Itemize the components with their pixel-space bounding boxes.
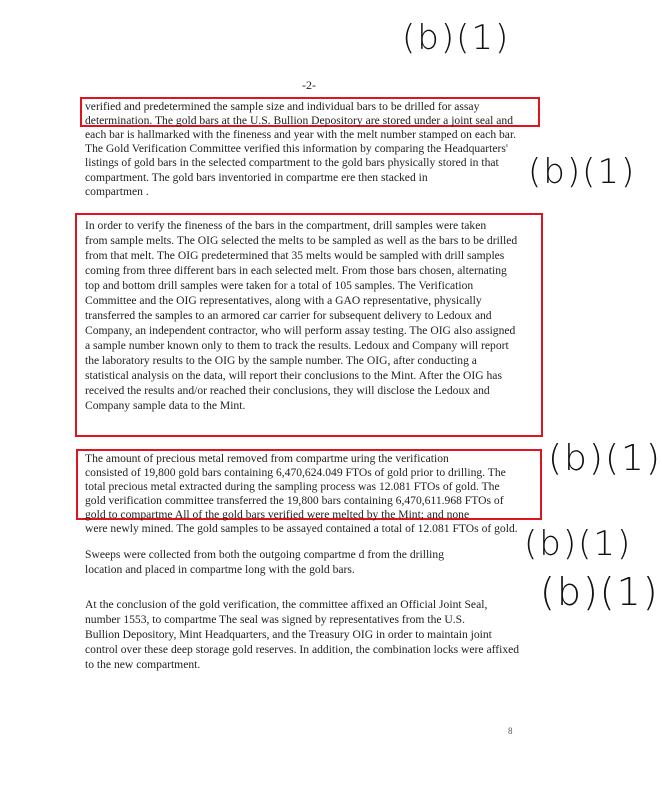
text-line: At the conclusion of the gold verification, the committee affixed an Official Joint Seal, — [85, 598, 488, 611]
text-line: verified and predetermined the sample size and individual bars to be drilled for assay — [85, 100, 480, 113]
text-line: Sweeps were collected from both the outgoing compartme d from the drilling — [85, 548, 444, 561]
text-line: from that melt. The OIG predetermined that 35 melts would be sampled with drill samples — [85, 249, 505, 262]
handwritten-exemption-5: (b)(1) — [540, 570, 660, 614]
text-line: top and bottom drill samples were taken for a total of 105 samples. The Verification — [85, 279, 474, 292]
handwritten-exemption-4: (b)(1) — [524, 524, 633, 564]
text-line: compartmen . — [85, 185, 149, 198]
text-line: compartment. The gold bars inventoried in compartme ere then stacked in — [85, 171, 428, 184]
text-line: statistical analysis on the data, will report their conclusions to the Mint. After the OIG has — [85, 369, 502, 382]
handwritten-exemption-top: (b)(1) — [402, 18, 511, 58]
text-line: a sample number known only to them to track the results. Ledoux and Company will report — [85, 339, 509, 352]
handwritten-exemption-3: (b)(1) — [548, 438, 662, 479]
text-line: number 1553, to compartme The seal was signed by representatives from the U.S. — [85, 613, 466, 626]
text-line: total precious metal extracted during the sampling process was 12.081 FTOs of gold. The — [85, 480, 500, 493]
text-line: from sample melts. The OIG selected the melts to be sampled as well as the bars to be drilled — [85, 234, 518, 247]
text-line: Bullion Depository, Mint Headquarters, and the Treasury OIG in order to maintain joint — [85, 628, 492, 641]
text-line: gold verification committee transferred the 19,800 bars containing 6,470,611.968 FTOs of — [85, 494, 504, 507]
text-line: In order to verify the fineness of the bars in the compartment, drill samples were taken — [85, 219, 487, 232]
text-line: Committee and the OIG representatives, along with a GAO representative, physically — [85, 294, 482, 307]
text-line: Company sample data to the Mint. — [85, 399, 246, 412]
text-line: The Gold Verification Committee verified this information by comparing the Headquarters' — [85, 142, 508, 155]
text-line: to the new compartment. — [85, 658, 201, 671]
text-line: location and placed in compartme long with the gold bars. — [85, 563, 355, 576]
text-line: were newly mined. The gold samples to be assayed contained a total of 12.081 FTOs of gold. — [85, 522, 518, 535]
text-line: consisted of 19,800 gold bars containing 6,470,624.049 FTOs of gold prior to drilling. The — [85, 466, 506, 479]
text-line: gold to compartme All of the gold bars verified were melted by the Mint; and none — [85, 508, 470, 521]
text-line: transferred the samples to an armored car carrier for subsequent delivery to Ledoux and — [85, 309, 492, 322]
text-line: coming from three different bars in each selected melt. From those bars chosen, alternating — [85, 264, 507, 277]
text-line: control over these deep storage gold reserves. In addition, the combination locks were affixed — [85, 643, 520, 656]
handwritten-exemption-2: (b)(1) — [528, 152, 637, 192]
footer-mark: 8 — [508, 726, 513, 736]
text-line: determination. The gold bars at the U.S. Bullion Depository are stored under a joint seal and — [85, 114, 514, 127]
text-line: listings of gold bars in the selected compartment to the gold bars physically stored in that — [85, 156, 499, 169]
text-line: received the results and/or reached their conclusions, they will disclose the Ledoux and — [85, 384, 490, 397]
text-line: each bar is hallmarked with the fineness and year with the melt number stamped on each bar. — [85, 128, 517, 141]
text-line: the laboratory results to the OIG by the sample number. The OIG, after conducting a — [85, 354, 477, 367]
text-line: The amount of precious metal removed from compartme uring the verification — [85, 452, 449, 465]
page-number: -2- — [302, 78, 316, 92]
text-line: Company, an independent contractor, who will perform assay testing. The OIG also assigned — [85, 324, 516, 337]
